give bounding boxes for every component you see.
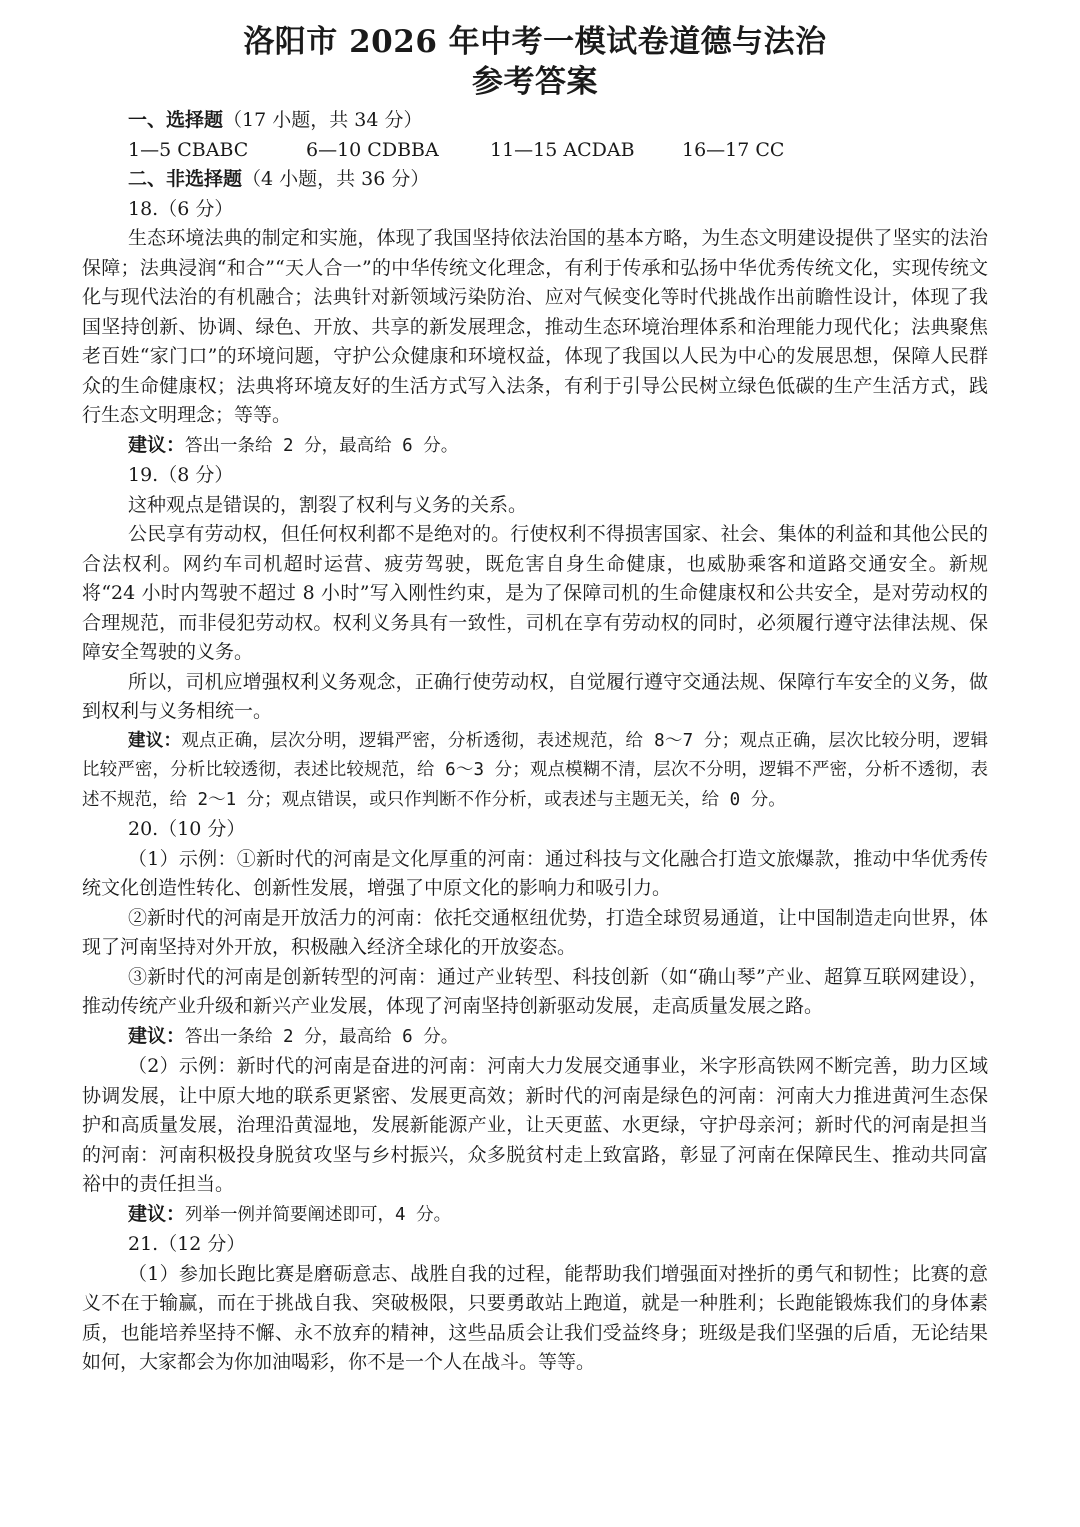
answer-group: 1—5 CBABC (128, 138, 249, 161)
section-2-heading (82, 165, 988, 195)
suggestion-text: 答出一条给 2 分，最高给 6 分。 (185, 1026, 459, 1047)
q20-suggestion-1 (82, 1022, 988, 1053)
q19-paragraph-3: 所以，司机应增强权利义务观念，正确行使劳动权，自觉履行遵守交通法规、保障行车安全的义务，做到权利与义务相统一。 (82, 670, 988, 722)
q20-paragraph-4: （2）示例：新时代的河南是奋进的河南：河南大力发展交通事业，米字形高铁网不断完善，助力区域协调发展，让中原大地的联系更紧密、发展更高效；新时代的河南是绿色的河南：河南大力推进黄河生态保护和高质量发展，治理沿黄湿地，发展新能源产业，让天更蓝、水更绿，守护母亲河；新时代的河南是担当的河南：河南积极投身脱贫攻坚与乡村振兴，众多脱贫村走上致富路，彰显了河南在保障民生、推动共同富裕中的责任担当。 (82, 1055, 988, 1195)
suggestion-text: 答出一条给 2 分，最高给 6 分。 (185, 435, 459, 456)
q21-heading: 21.（12 分） (128, 1233, 246, 1255)
section-1-heading (82, 106, 988, 136)
q20-paragraph-1: （1）示例：①新时代的河南是文化厚重的河南：通过科技与文化融合打造文旅爆款，推动中华优秀传统文化创造性转化、创新性发展，增强了中原文化的影响力和吸引力。 (82, 847, 988, 899)
page-title: 洛阳市 2026 年中考一模试卷道德与法治 (243, 24, 827, 60)
suggestion-label: 建议： (128, 1024, 186, 1047)
section-1-note: （17 小题，共 34 分） (223, 109, 423, 131)
q18-heading: 18.（6 分） (128, 197, 234, 220)
q21-paragraph-1: （1）参加长跑比赛是磨砺意志、战胜自我的过程，能帮助我们增强面对挫折的勇气和韧性；比赛的意义不在于输赢，而在于挑战自我、突破极限，只要勇敢站上跑道，就是一种胜利；长跑能锻炼我们的身体素质，也能培养坚持不懈、永不放弃的精神，这些品质会让我们受益终身；班级是我们坚强的后盾，无论结果如何，大家都会为你加油喝彩，你不是一个人在战斗。等等。 (82, 1262, 988, 1373)
section-2-note: （4 小题，共 36 分） (242, 168, 430, 190)
q20-paragraph-2: ②新时代的河南是开放活力的河南：依托交通枢纽优势，打造全球贸易通道，让中国制造走向世界，体现了河南坚持对外开放，积极融入经济全球化的开放姿态。 (82, 906, 988, 958)
q20-heading: 20.（10 分） (128, 818, 246, 840)
section-1-label: 一、选择题 (128, 109, 224, 131)
answer-group: 6—10 CDBBA (306, 138, 439, 161)
q20-paragraph-3: ③新时代的河南是创新转型的河南：通过产业转型、科技创新（如“确山琴”产业、超算互联网建设），推动传统产业升级和新兴产业发展，体现了河南坚持创新驱动发展，走高质量发展之路。 (82, 965, 988, 1017)
q19-paragraph-2: 公民享有劳动权，但任何权利都不是绝对的。行使权利不得损害国家、社会、集体的利益和其他公民的合法权利。网约车司机超时运营、疲劳驾驶，既危害自身生命健康，也威胁乘客和道路交通安全。新规将“24 小时内驾驶不超过 8 小时”写入刚性约束，是为了保障司机的生命健康权和公共安全，是对劳动权的合理规范，而非侵犯劳动权。权利义务具有一致性，司机在享有劳动权的同时，必须履行遵守法律法规、保障安全驾驶的义务。 (82, 523, 988, 663)
suggestion-text: 观点正确，层次分明，逻辑严密，分析透彻，表述规范，给 8～7 分；观点正确，层次比较分明，逻辑比较严密，分析比较透彻，表述比较规范，给 6～3 分；观点模糊不清，层次不分明，逻辑不严密，分析不透彻，表述不规范，给 2～1 分；观点错误，或只作判断不作分析，或表述与主题无关，给 0 分。 (82, 730, 989, 810)
q18-body: 生态环境法典的制定和实施，体现了我国坚持依法治国的基本方略，为生态文明建设提供了坚实的法治保障；法典浸润“和合”“天人合一”的中华传统文化理念，有利于传承和弘扬中华优秀传统文化，实现传统文化与现代法治的有机融合；法典针对新领域污染防治、应对气候变化等时代挑战作出前瞻性设计，体现了我国坚持创新、协调、绿色、开放、共享的新发展理念，推动生态环境治理体系和治理能力现代化；法典聚焦老百姓“家门口”的环境问题，守护公众健康和环境权益，体现了我国以人民为中心的发展思想，保障人民群众的生命健康权；法典将环境友好的生活方式写入法条，有利于引导公民树立绿色低碳的生产生活方式，践行生态文明理念；等等。 (82, 227, 988, 426)
suggestion-text: 列举一例并简要阐述即可，4 分。 (185, 1204, 452, 1225)
suggestion-label: 建议： (128, 433, 186, 456)
suggestion-label: 建议： (128, 1202, 186, 1225)
answer-group: 11—15 ACDAB (490, 138, 635, 161)
q18-suggestion (82, 431, 988, 462)
section-2-label: 二、非选择题 (128, 168, 243, 190)
page-subtitle: 参考答案 (472, 64, 598, 100)
suggestion-label: 建议： (128, 730, 182, 751)
q19-suggestion (82, 727, 988, 816)
q19-heading: 19.（8 分） (128, 464, 234, 486)
q19-paragraph-1: 这种观点是错误的，割裂了权利与义务的关系。 (128, 493, 528, 516)
answer-group: 16—17 CC (682, 138, 785, 161)
q20-suggestion-2 (82, 1200, 988, 1231)
choice-answers-row (82, 136, 988, 166)
